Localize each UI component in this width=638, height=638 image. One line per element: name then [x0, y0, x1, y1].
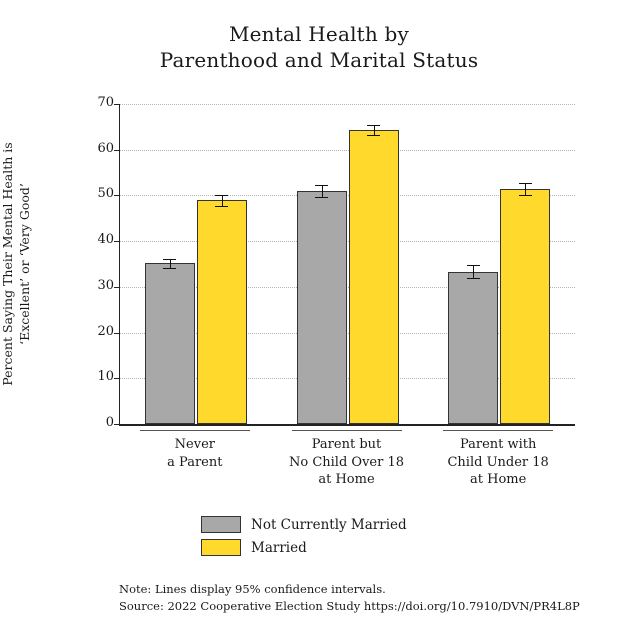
bar	[297, 191, 347, 424]
error-bar-cap	[467, 278, 480, 279]
bar	[349, 130, 399, 424]
legend-label-married: Married	[251, 539, 307, 556]
error-bar-cap	[367, 125, 380, 126]
legend-swatch-not-married	[201, 516, 241, 533]
y-tick-label: 70	[97, 95, 114, 110]
error-bar-cap	[467, 265, 480, 266]
category-label-line: at Home	[318, 472, 375, 488]
legend-item-married	[201, 539, 437, 556]
bar	[448, 272, 498, 424]
error-bar-cap	[163, 259, 176, 260]
x-axis-categories	[0, 424, 638, 504]
category-label-line: Parent with	[459, 437, 537, 452]
category-label-line: Parent but	[311, 437, 382, 452]
gridline	[120, 104, 575, 105]
error-bar	[322, 185, 323, 196]
y-tick-mark	[114, 378, 120, 379]
bar	[500, 189, 550, 424]
y-tick-mark	[114, 104, 120, 105]
y-tick-label: 0	[105, 415, 114, 430]
legend	[0, 516, 638, 556]
legend-swatch-married	[201, 539, 241, 556]
error-bar-cap	[519, 183, 532, 184]
y-tick-label: 20	[97, 323, 114, 339]
y-tick-mark	[114, 195, 120, 196]
legend-label-not-married: Not Currently Married	[251, 516, 407, 533]
y-tick-mark	[114, 241, 120, 242]
bar	[197, 200, 247, 424]
error-bar	[222, 195, 223, 206]
y-tick-mark	[114, 287, 120, 288]
y-tick-label: 30	[97, 277, 114, 293]
error-bar-cap	[215, 195, 228, 196]
chart-notes	[119, 581, 619, 614]
error-bar	[525, 183, 526, 194]
error-bar-cap	[367, 135, 380, 136]
category-rule	[443, 430, 553, 431]
category-label	[408, 436, 588, 489]
error-bar-cap	[215, 206, 228, 207]
legend-item-not-married	[201, 516, 437, 533]
y-tick-label: 40	[97, 232, 114, 248]
y-tick-label: 10	[97, 369, 114, 385]
plot-area	[119, 104, 574, 424]
error-bar	[473, 265, 474, 278]
y-tick-label: 60	[97, 140, 114, 156]
y-tick-label: 50	[97, 186, 114, 202]
error-bar-cap	[315, 197, 328, 198]
category-rule	[292, 430, 402, 431]
category-label-line: No Child Over 18	[288, 454, 404, 470]
chart-title	[0, 22, 638, 73]
gridline	[120, 150, 575, 151]
error-bar	[374, 125, 375, 135]
error-bar-cap	[519, 195, 532, 196]
chart-title-line-1: Mental Health by	[228, 22, 410, 46]
category-rule	[140, 430, 250, 431]
source-line: Source: 2022 Cooperative Election Study https://doi.org/10.7910/DVN/PR4L8P	[119, 598, 580, 613]
error-bar-cap	[163, 268, 176, 269]
y-axis-ticks	[70, 95, 114, 430]
bar	[145, 263, 195, 424]
category-label-line: Never	[174, 437, 215, 452]
chart-title-line-2: Parenthood and Marital Status	[159, 47, 479, 72]
category-label-line: Child Under 18	[447, 454, 549, 470]
y-tick-mark	[114, 150, 120, 151]
category-label-line: a Parent	[167, 454, 223, 470]
category-label-line: at Home	[470, 472, 527, 488]
error-bar-cap	[315, 185, 328, 186]
y-axis-label-line-2: ‘Excellent’ or ‘Very Good’	[17, 183, 32, 345]
note-line: Note: Lines display 95% confidence intervals.	[119, 582, 386, 596]
y-axis-label	[0, 104, 34, 424]
y-axis-label-line-1: Percent Saying Their Mental Health is	[0, 142, 16, 386]
error-bar	[170, 259, 171, 268]
y-tick-mark	[114, 333, 120, 334]
